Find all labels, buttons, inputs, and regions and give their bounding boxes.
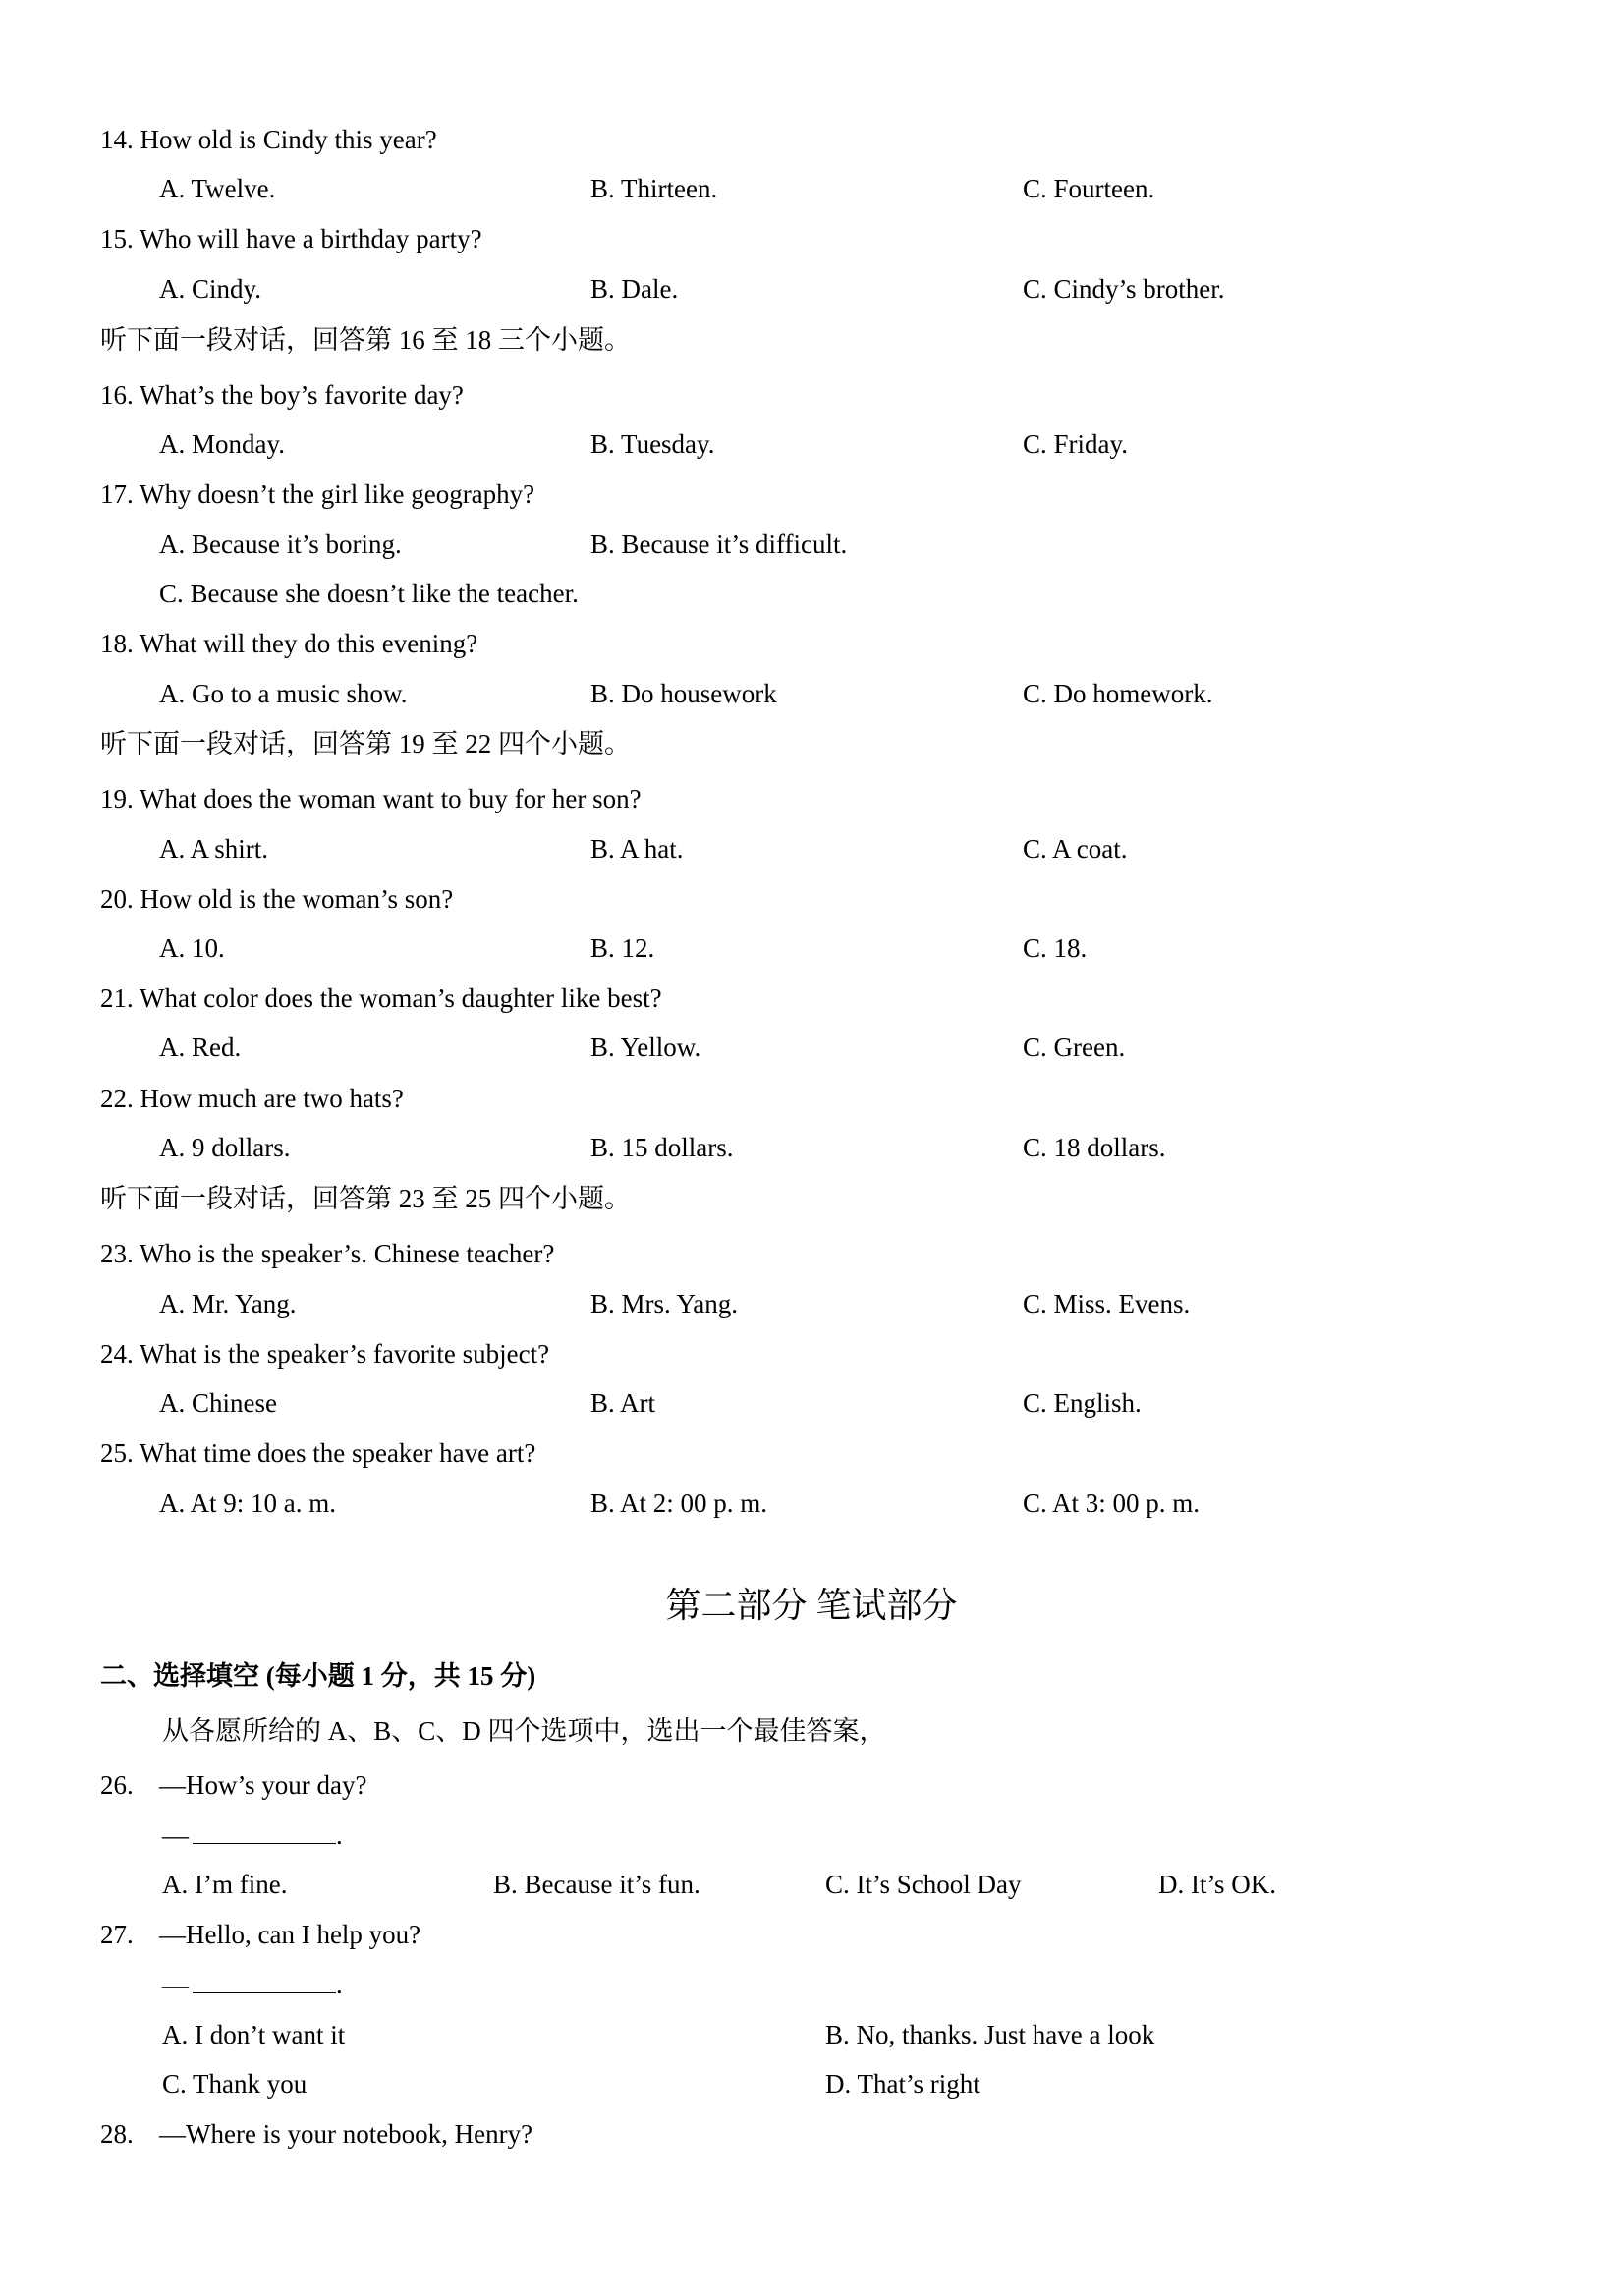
q22-option-a: A. 9 dollars.: [159, 1133, 291, 1162]
q16-option-a: A. Monday.: [159, 429, 285, 459]
q20-option-b: B. 12.: [590, 933, 655, 963]
question-15: 15. Who will have a birthday party?: [100, 224, 482, 253]
q23-option-b: B. Mrs. Yang.: [590, 1289, 739, 1318]
q25-option-a: A. At 9: 10 a. m.: [159, 1488, 336, 1518]
question-25: 25. What time does the speaker have art?: [100, 1438, 536, 1468]
q20-option-c: C. 18.: [1023, 933, 1088, 963]
q27-number: 27.: [100, 1920, 134, 1949]
q24-option-a: A. Chinese: [159, 1388, 277, 1418]
q27-option-d: D. That’s right: [825, 2069, 980, 2099]
q26-answer-line: — .: [162, 1820, 343, 1850]
section-two-heading: 二、选择填空 (每小题 1 分，共 15 分): [100, 1661, 536, 1691]
q14-option-c: C. Fourteen.: [1023, 174, 1155, 203]
instruction-16-18: 听下面一段对话，回答第 16 至 18 三个小题。: [100, 325, 631, 355]
question-14: 14. How old is Cindy this year?: [100, 125, 437, 154]
q26-blank: [193, 1821, 336, 1844]
q16-option-c: C. Friday.: [1023, 429, 1128, 459]
q27-option-a: A. I don’t want it: [162, 2020, 346, 2049]
q27-option-b: B. No, thanks. Just have a look: [825, 2020, 1155, 2049]
q27-blank: [193, 1971, 336, 1993]
q20-option-a: A. 10.: [159, 933, 225, 963]
question-19: 19. What does the woman want to buy for her son?: [100, 784, 642, 813]
q21-option-b: B. Yellow.: [590, 1033, 701, 1062]
question-24: 24. What is the speaker’s favorite subject?: [100, 1339, 550, 1369]
q26-option-b: B. Because it’s fun.: [493, 1870, 700, 1899]
q27-answer-line: — .: [162, 1970, 343, 1999]
instruction-23-25: 听下面一段对话，回答第 23 至 25 四个小题。: [100, 1184, 631, 1213]
q18-option-c: C. Do homework.: [1023, 679, 1213, 708]
q28-stem: —Where is your notebook, Henry?: [159, 2119, 533, 2149]
q16-option-b: B. Tuesday.: [590, 429, 715, 459]
q23-option-c: C. Miss. Evens.: [1023, 1289, 1191, 1318]
q22-option-c: C. 18 dollars.: [1023, 1133, 1166, 1162]
q19-option-b: B. A hat.: [590, 834, 684, 864]
q27-option-c: C. Thank you: [162, 2069, 308, 2099]
q26-option-a: A. I’m fine.: [162, 1870, 288, 1899]
q28-number: 28.: [100, 2119, 134, 2149]
q25-option-b: B. At 2: 00 p. m.: [590, 1488, 768, 1518]
q25-option-c: C. At 3: 00 p. m.: [1023, 1488, 1201, 1518]
section-two-instruction: 从各愿所给的 A、B、C、D 四个选项中，选出一个最佳答案，: [162, 1716, 886, 1746]
instruction-19-22: 听下面一段对话，回答第 19 至 22 四个小题。: [100, 729, 631, 758]
question-21: 21. What color does the woman’s daughter like best?: [100, 983, 662, 1013]
q23-option-a: A. Mr. Yang.: [159, 1289, 297, 1318]
q15-option-a: A. Cindy.: [159, 274, 262, 304]
question-16: 16. What’s the boy’s favorite day?: [100, 380, 464, 410]
q17-option-a: A. Because it’s boring.: [159, 530, 402, 559]
q18-option-b: B. Do housework: [590, 679, 777, 708]
q26-number: 26.: [100, 1770, 134, 1800]
q15-option-b: B. Dale.: [590, 274, 679, 304]
q21-option-a: A. Red.: [159, 1033, 242, 1062]
q14-option-a: A. Twelve.: [159, 174, 276, 203]
q26-option-c: C. It’s School Day: [825, 1870, 1022, 1899]
q27-dash: —: [162, 1970, 189, 1999]
q24-option-c: C. English.: [1023, 1388, 1142, 1418]
q27-stem: —Hello, can I help you?: [159, 1920, 421, 1949]
q14-option-b: B. Thirteen.: [590, 174, 718, 203]
q17-option-c: C. Because she doesn’t like the teacher.: [159, 579, 579, 608]
q19-option-c: C. A coat.: [1023, 834, 1128, 864]
q26-option-d: D. It’s OK.: [1158, 1870, 1276, 1899]
q19-option-a: A. A shirt.: [159, 834, 269, 864]
part-two-title: 第二部分 笔试部分: [665, 1586, 958, 1625]
q22-option-b: B. 15 dollars.: [590, 1133, 734, 1162]
question-22: 22. How much are two hats?: [100, 1084, 404, 1113]
question-23: 23. Who is the speaker’s. Chinese teacher?: [100, 1239, 555, 1268]
q17-option-b: B. Because it’s difficult.: [590, 530, 848, 559]
q15-option-c: C. Cindy’s brother.: [1023, 274, 1225, 304]
question-20: 20. How old is the woman’s son?: [100, 884, 454, 914]
q26-stem: —How’s your day?: [159, 1770, 367, 1800]
question-17: 17. Why doesn’t the girl like geography?: [100, 479, 535, 509]
q26-dash: —: [162, 1820, 189, 1850]
question-18: 18. What will they do this evening?: [100, 629, 478, 658]
q21-option-c: C. Green.: [1023, 1033, 1126, 1062]
q24-option-b: B. Art: [590, 1388, 656, 1418]
q18-option-a: A. Go to a music show.: [159, 679, 408, 708]
